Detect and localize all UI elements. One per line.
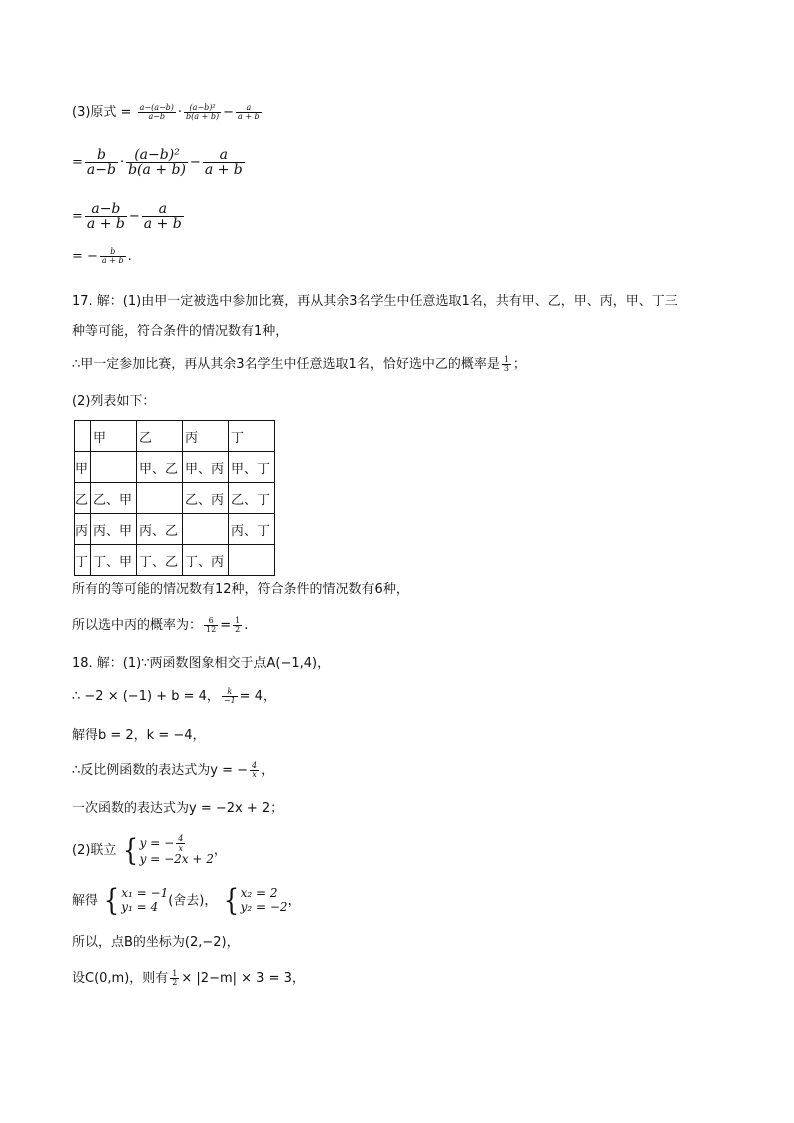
table-row (75, 545, 275, 576)
table-cell: 甲、乙 (137, 452, 183, 483)
part3-line2: = $\frac{b}{a-b}$ · $\frac{\text{(a−b)²}}{b(a + b)}$ − $\frac{a}{a + b}$ (72, 147, 243, 178)
fraction: $\frac{b}{a-b}$ (86, 147, 116, 178)
solution-1: { x₁ = −1 y₁ = 4 (104, 883, 169, 918)
solution-2: { x₂ = 2 y₂ = −2 (223, 883, 288, 918)
table-row (75, 452, 275, 483)
q17-line5: 所有的等可能的情况数有12种，符合条件的情况数有6种， (72, 582, 409, 597)
table-cell: 丁 (229, 421, 275, 452)
fraction: $\frac{4}{x}$ (252, 761, 258, 779)
table-cell (183, 514, 229, 545)
table-cell: 丁 (75, 545, 91, 576)
table-cell (229, 545, 275, 576)
fraction: $\frac{b}{a + b}$ (101, 247, 124, 265)
table-cell: 甲、丁 (229, 452, 275, 483)
table-cell: 丁、丙 (183, 545, 229, 576)
table-row (75, 514, 275, 545)
table-cell: 乙、丁 (229, 483, 275, 514)
table-row (75, 421, 275, 452)
part3-label: (3)原式 = (72, 105, 132, 120)
q17-line3: ∴甲一定参加比赛，再从其余3名学生中任意选取1名，恰好选中乙的概率是 $\frac{1}{3}$ ； (72, 355, 526, 373)
fraction: $\frac{6}{12}$ (206, 616, 217, 634)
q18-line2: ∴ −2 × (−1) + b = 4， $\frac{k}{-1}$ = 4， (72, 687, 276, 705)
fraction: $\frac{a}{a + b}$ (143, 201, 182, 232)
fraction: $\frac{\text{(a−b)²}}{b(a + b)}$ (186, 103, 220, 121)
fraction: $\frac{4}{x}$ (178, 834, 184, 854)
part3-line4: = − $\frac{b}{a + b}$ . (72, 247, 132, 265)
equation-system: { y = − $\frac{4}{x}$ y = −2x + 2 (122, 832, 214, 868)
fraction: $\frac{a-b}{a + b}$ (86, 201, 125, 232)
table-cell: 丙 (75, 514, 91, 545)
q18-line3: 解得b = 2，k = −4， (72, 728, 206, 743)
table-cell: 乙、甲 (91, 483, 137, 514)
part3-line1: (3)原式 = $\frac{a-(a-b)}{a-b}$ · $\frac{\text{(a−b)²}}{b(a + b)}$ − $\frac{a}{a + b}$ (72, 103, 260, 121)
fraction: $\frac{a-(a-b)}{a-b}$ (139, 103, 174, 121)
fraction: $\frac{\text{(a−b)²}}{b(a + b)}$ (128, 147, 186, 178)
q18-line8: 所以，点B的坐标为(2,−2)， (72, 935, 240, 950)
fraction: $\frac{a}{a + b}$ (238, 103, 260, 121)
table-cell: 甲 (75, 452, 91, 483)
table-cell: 丁、乙 (137, 545, 183, 576)
table-cell: 丁、甲 (91, 545, 137, 576)
q18-line7: 解得 { x₁ = −1 y₁ = 4 (舍去)， { x₂ = 2 y₂ = −2 ， (72, 883, 301, 918)
fraction: $\frac{k}{-1}$ (223, 687, 236, 705)
table-cell: 乙 (75, 483, 91, 514)
q18-line4: ∴反比例函数的表达式为y = − $\frac{4}{x}$ ， (72, 761, 275, 779)
q18-line9: 设C(0,m)，则有 $\frac{1}{2}$ × |2−m| × 3 = 3， (72, 969, 305, 987)
part3-line3: = $\frac{a-b}{a + b}$ − $\frac{a}{a + b}$ (72, 201, 182, 232)
table-cell (75, 421, 91, 452)
table-cell: 丙 (183, 421, 229, 452)
table-cell: 丙、乙 (137, 514, 183, 545)
q17-line1: 17. 解：(1)由甲一定被选中参加比赛，再从其余3名学生中任意选取1名，共有甲、乙，甲、丙，甲、丁三 (72, 294, 678, 309)
table-cell: 丙、丁 (229, 514, 275, 545)
q18-line6: (2)联立 { y = − $\frac{4}{x}$ y = −2x + 2 ， (72, 832, 227, 868)
q17-line2: 种等可能，符合条件的情况数有1种， (72, 324, 289, 339)
table-cell: 甲 (91, 421, 137, 452)
table-cell: 甲、丙 (183, 452, 229, 483)
fraction: $\frac{a}{a + b}$ (204, 147, 243, 178)
table-cell (91, 452, 137, 483)
fraction: $\frac{1}{3}$ (503, 355, 509, 373)
table-cell: 乙 (137, 421, 183, 452)
q17-line6: 所以选中丙的概率为： $\frac{6}{12}$ = $\frac{1}{2}$ . (72, 616, 249, 634)
table-cell: 丙、甲 (91, 514, 137, 545)
q18-line1: 18. 解：(1)∵两函数图象相交于点A(−1,4)， (72, 656, 331, 671)
fraction: $\frac{1}{2}$ (235, 616, 241, 634)
q17-line4: (2)列表如下： (72, 394, 156, 409)
table-cell (137, 483, 183, 514)
fraction: $\frac{1}{2}$ (172, 969, 178, 987)
q18-line5: 一次函数的表达式为y = −2x + 2； (72, 801, 284, 816)
outcome-table (74, 420, 275, 576)
table-row (75, 483, 275, 514)
table-cell: 乙、丙 (183, 483, 229, 514)
